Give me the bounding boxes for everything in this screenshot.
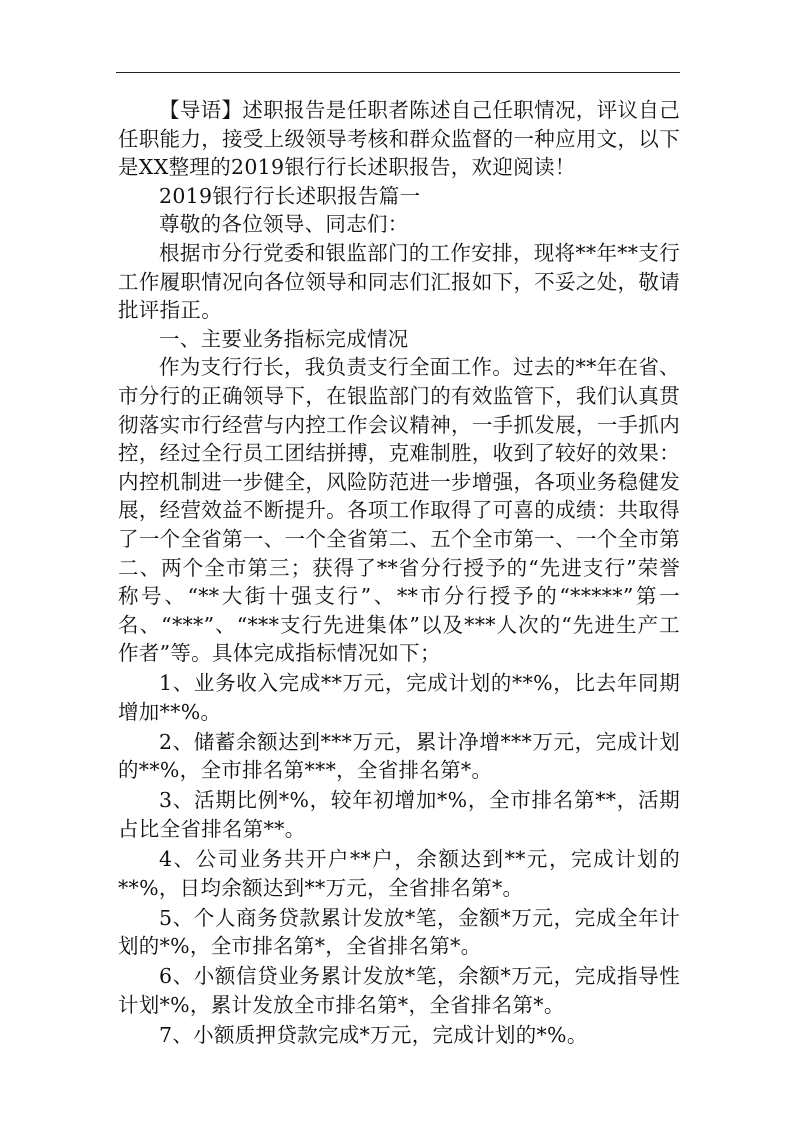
body-paragraph: 作为支行行长，我负责支行全面工作。过去的**年在省、市分行的正确领导下，在银监部门的有效监管下，我们认真贯彻落实市行经营与内控工作会议精神，一手抓发展，一手抓内控，经过全行员工团结拼搏，克难制胜，收到了较好的效果：内控机制进一步健全，风险防范进一步增强，各项业务稳健发展，经营效益不断提升。各项工作取得了可喜的成绩：共取得了一个全省第一、一个全省第二、五个全市第一、一个全市第二、两个全市第三；获得了**省分行授予的“先进支行”荣誉称号、“**大街十强支行”、**市分行授予的“*****”第一名、“***”、“***支行先进集体”以及***人次的“先进生产工作者”等。具体完成指标情况如下； [118,355,680,666]
list-item: 3、活期比例*%，较年初增加*%，全市排名第**，活期占比全省排名第**。 [118,788,680,842]
header-rule [116,72,680,73]
list-item: 7、小额质押贷款完成*万元，完成计划的*%。 [159,1022,588,1047]
article-title: 2019银行行长述职报告篇一 [159,183,421,208]
intro-paragraph: 【导语】述职报告是任职者陈述自己任职情况，评议自己任职能力，接受上级领导考核和群众监督的一种应用文，以下是XX整理的2019银行行长述职报告，欢迎阅读！ [118,98,680,180]
list-item: 1、业务收入完成**万元，完成计划的**%，比去年同期增加**%。 [118,671,680,724]
opening-paragraph: 根据市分行党委和银监部门的工作安排，现将**年**支行工作履职情况向各位领导和同志们汇报如下，不妥之处，敬请批评指正。 [118,240,680,323]
list-item: 2、储蓄余额达到***万元，累计净增***万元，完成计划的**%，全市排名第***，全省排名第*。 [118,729,680,783]
list-item: 4、公司业务共开户**户，余额达到**元，完成计划的**%，日均余额达到**万元，全省排名第*。 [118,847,680,900]
list-item: 6、小额信贷业务累计发放*笔，余额*万元，完成指导性计划*%，累计发放全市排名第*，全省排名第*。 [118,964,680,1017]
list-item: 5、个人商务贷款累计发放*笔，金额*万元，完成全年计划的*%，全市排名第*，全省排名第*。 [118,905,680,959]
salutation: 尊敬的各位领导、同志们： [159,212,409,237]
section-heading: 一、主要业务指标完成情况 [159,326,409,351]
document-body [118,96,680,1049]
